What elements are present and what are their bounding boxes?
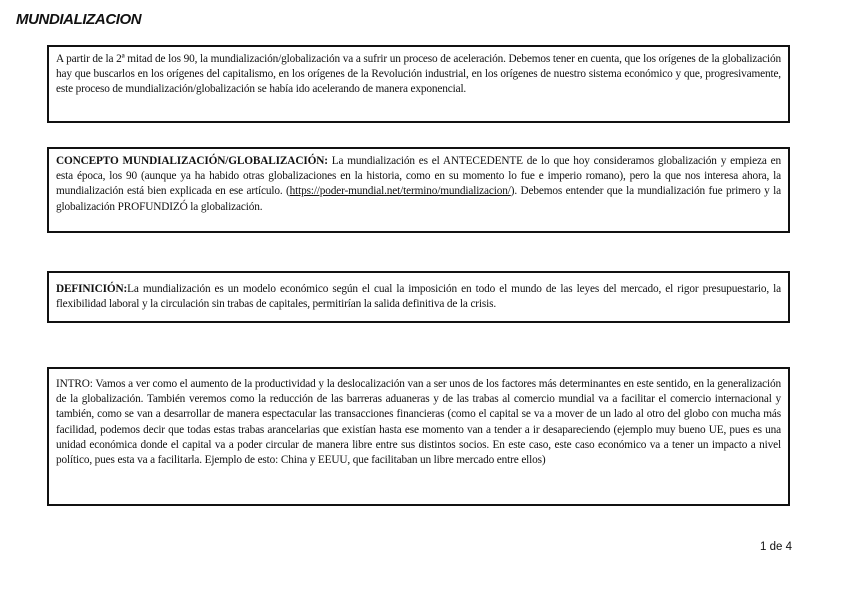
intro-section-text: INTRO: Vamos a ver como el aumento de la productividad y la deslocalización van a ser unos de los factores más determinantes en este sentido, en la generalización de la globalización. También veremos como la reducción de las barreras aduaneras y de las trabas al comercio mundial va a facilitar el comercio internacional y también, como se van a desarrollar de manera espectacular las transacciones financieras (como el capital se va a mover de un lado al otro del globo con mucha más facilidad, podemos decir que todas estas trabas arancelarias que existían hasta ese momento van a tender a ir desapareciendo (ejemplo muy bueno UE, pues es una unidad económica donde el capital va a poder circular de manera libre entre sus distintos socios. En este caso, este caso económico va a tener un impacto a nivel político, pues esta va a facilitarla. Ejemplo de esto: China y EEUU, que facilitaban un libre mercado entre ellos) — [56, 378, 781, 467]
article-link[interactable]: https://poder-mundial.net/termino/mundializacion/ — [289, 185, 511, 198]
definition-box — [47, 271, 790, 323]
page-number: 1 de 4 — [760, 541, 792, 553]
definition-text: La mundialización es un modelo económico según el cual la imposición en todo el mundo de las leyes del mercado, el rigor presupuestario, la flexibilidad laboral y la circulación sin trabas de capitales, permitirían la salida definitiva de la crisis. — [56, 283, 781, 311]
definition-heading: DEFINICIÓN: — [56, 283, 128, 295]
concept-heading: CONCEPTO MUNDIALIZACIÓN/GLOBALIZACIÓN: — [56, 155, 328, 167]
intro-paragraph-text: A partir de la 2ª mitad de los 90, la mundialización/globalización va a sufrir un proceso de aceleración. Debemos tener en cuenta, que los orígenes de la globalización hay que buscarlos en los orígenes del capitalismo, en los orígenes de la Revolución industrial, en los orígenes de nuestro sistema económico y que, progresivamente, este proceso de mundialización/globalización se había ido acelerando de manera exponencial. — [56, 53, 781, 96]
concept-box — [47, 147, 790, 233]
intro-section-box — [47, 367, 790, 506]
page-title: MUNDIALIZACION — [16, 11, 142, 28]
intro-paragraph-box — [47, 45, 790, 123]
concept-text-before-link: La mundialización es el ANTECEDENTE de lo que hoy consideramos globalización y empieza en esta época, los 90 (aunque ya ha habido otras globalizaciones en la historia, como en su momento lo fue e imperio romano), pero la que nos interesa ahora, la mundialización está bien explicada en ese artículo. ( — [56, 155, 781, 198]
concept-text-after-link: ). Debemos entender que la mundialización fue primero y la globalización PROFUNDIZÓ la globalización. — [56, 185, 781, 213]
